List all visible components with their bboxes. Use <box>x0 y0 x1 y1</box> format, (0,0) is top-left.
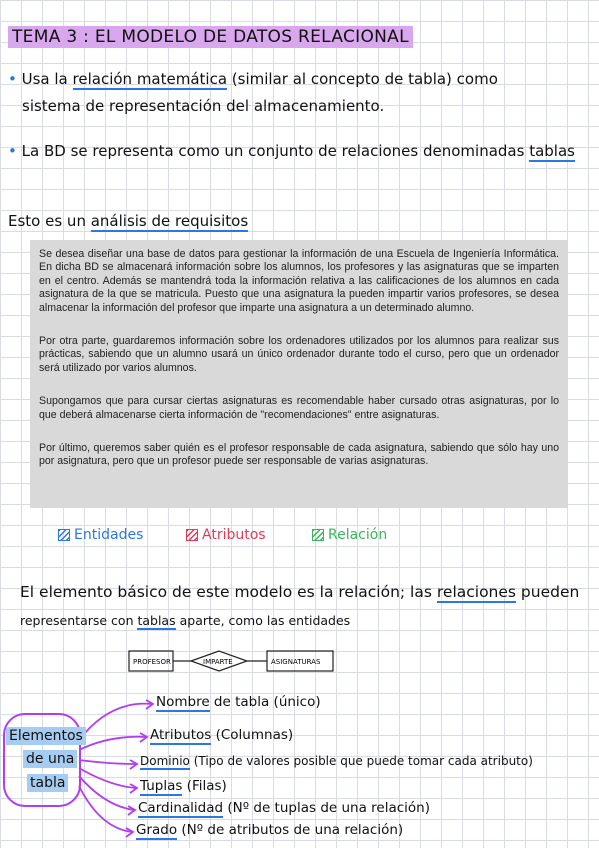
list-item-nombre <box>156 694 321 710</box>
list-item-term: Grado <box>136 822 178 838</box>
relation-highlight: relaciones <box>436 583 516 601</box>
legend-attributes-label: Atributos <box>202 527 266 543</box>
list-item-grado <box>136 822 403 838</box>
arrow-to-atributos <box>79 737 146 750</box>
requirements-paragraph-3: Supongamos que para cursar ciertas asignaturas es recomendable haber cursado otras asignaturas, por lo que deberá almacenarse cierta información de "recomendaciones" entre asignaturas. <box>39 395 559 421</box>
elements-label-2: de una <box>23 750 77 768</box>
bullet-1-line-2: sistema de representación del almacenamiento. <box>22 97 385 115</box>
bullet-1-highlight: relación matemática <box>72 70 228 88</box>
legend-relation-label: Relación <box>328 527 388 543</box>
requirements-paragraph-4: Por último, queremos saber quién es el profesor responsable de cada asignatura, sabiendo que sólo hay uno por asignatura, pero que un profesor puede ser responsable de varias asignaturas. <box>39 442 559 468</box>
list-item-term: Tuplas <box>140 778 183 794</box>
er-entity-asignaturas-label: ASIGNATURAS <box>271 658 321 666</box>
tablas-highlight: tablas <box>137 613 176 628</box>
list-item-description: de tabla (único) <box>209 694 321 710</box>
list-item-description: (Columnas) <box>211 727 294 743</box>
relation-text-2: representarse con <box>20 613 138 628</box>
bullet-dot: • <box>8 70 17 88</box>
list-item-term: Dominio <box>140 754 190 768</box>
list-item-description: (Filas) <box>182 778 227 794</box>
list-item-description: (Nº de atributos de una relación) <box>177 822 404 838</box>
list-item-atributos <box>150 727 293 743</box>
requirements-paragraph-1: Se desea diseñar una base de datos para gestionar la información de una Escuela de Ingeniería Informática. En dicha BD se almacenará información sobre los alumnos, los profesores y las asignaturas que se imparten en el centro. Además se mantendrá toda la información relativa a las calificaciones de los alumnos en cada asignatura de la que se matricula. Puesto que una asignatura la pueden impartir varios profesores, se desea almacenar la información del profesor que imparte una asignatura a un determinado alumno. <box>39 248 559 314</box>
list-item-term: Nombre <box>156 694 210 710</box>
bullet-dot: • <box>8 142 17 160</box>
page-title: TEMA 3 : EL MODELO DE DATOS RELACIONAL <box>8 26 413 48</box>
analysis-heading-highlight: análisis de requisitos <box>90 212 249 230</box>
arrow-to-grado <box>79 786 132 832</box>
bullet-1-text: Usa la <box>21 70 73 88</box>
bullet-2-text: La BD se representa como un conjunto de relaciones denominadas <box>21 142 530 160</box>
legend-entities-label: Entidades <box>74 527 144 543</box>
list-item-description: (Tipo de valores posible que puede tomar cada atributo) <box>189 754 533 768</box>
analysis-heading-text: Esto es un <box>8 212 91 230</box>
list-item-term: Cardinalidad <box>138 800 224 816</box>
list-item-cardinalidad <box>138 800 430 816</box>
requirements-paragraph-2: Por otra parte, guardaremos información sobre los ordenadores utilizados por los alumnos para realizar sus prácticas, sabiendo que un alumno usará un único ordenador durante todo el curso, pero que un ordenador será utilizado por varios alumnos. <box>39 335 559 374</box>
elements-label-1: Elementos <box>6 727 86 745</box>
relation-text-2-end: aparte, como las entidades <box>175 613 351 628</box>
arrow-to-dominio <box>79 760 136 764</box>
bullet-2-highlight: tablas <box>529 142 575 160</box>
elements-label-3: tabla <box>27 774 68 792</box>
list-item-term: Atributos <box>150 727 212 743</box>
list-item-description: (Nº de tuplas de una relación) <box>223 800 431 816</box>
list-item-tuplas <box>140 778 227 794</box>
list-item-dominio <box>140 754 533 768</box>
relation-text: El elemento básico de este modelo es la relación; las <box>20 583 437 601</box>
er-relationship-label: IMPARTE <box>203 658 233 666</box>
relation-text-end: pueden <box>516 583 580 601</box>
bullet-1-text-end: (similar al concepto de tabla) como <box>227 70 498 88</box>
er-entity-profesor-label: PROFESOR <box>133 658 171 666</box>
